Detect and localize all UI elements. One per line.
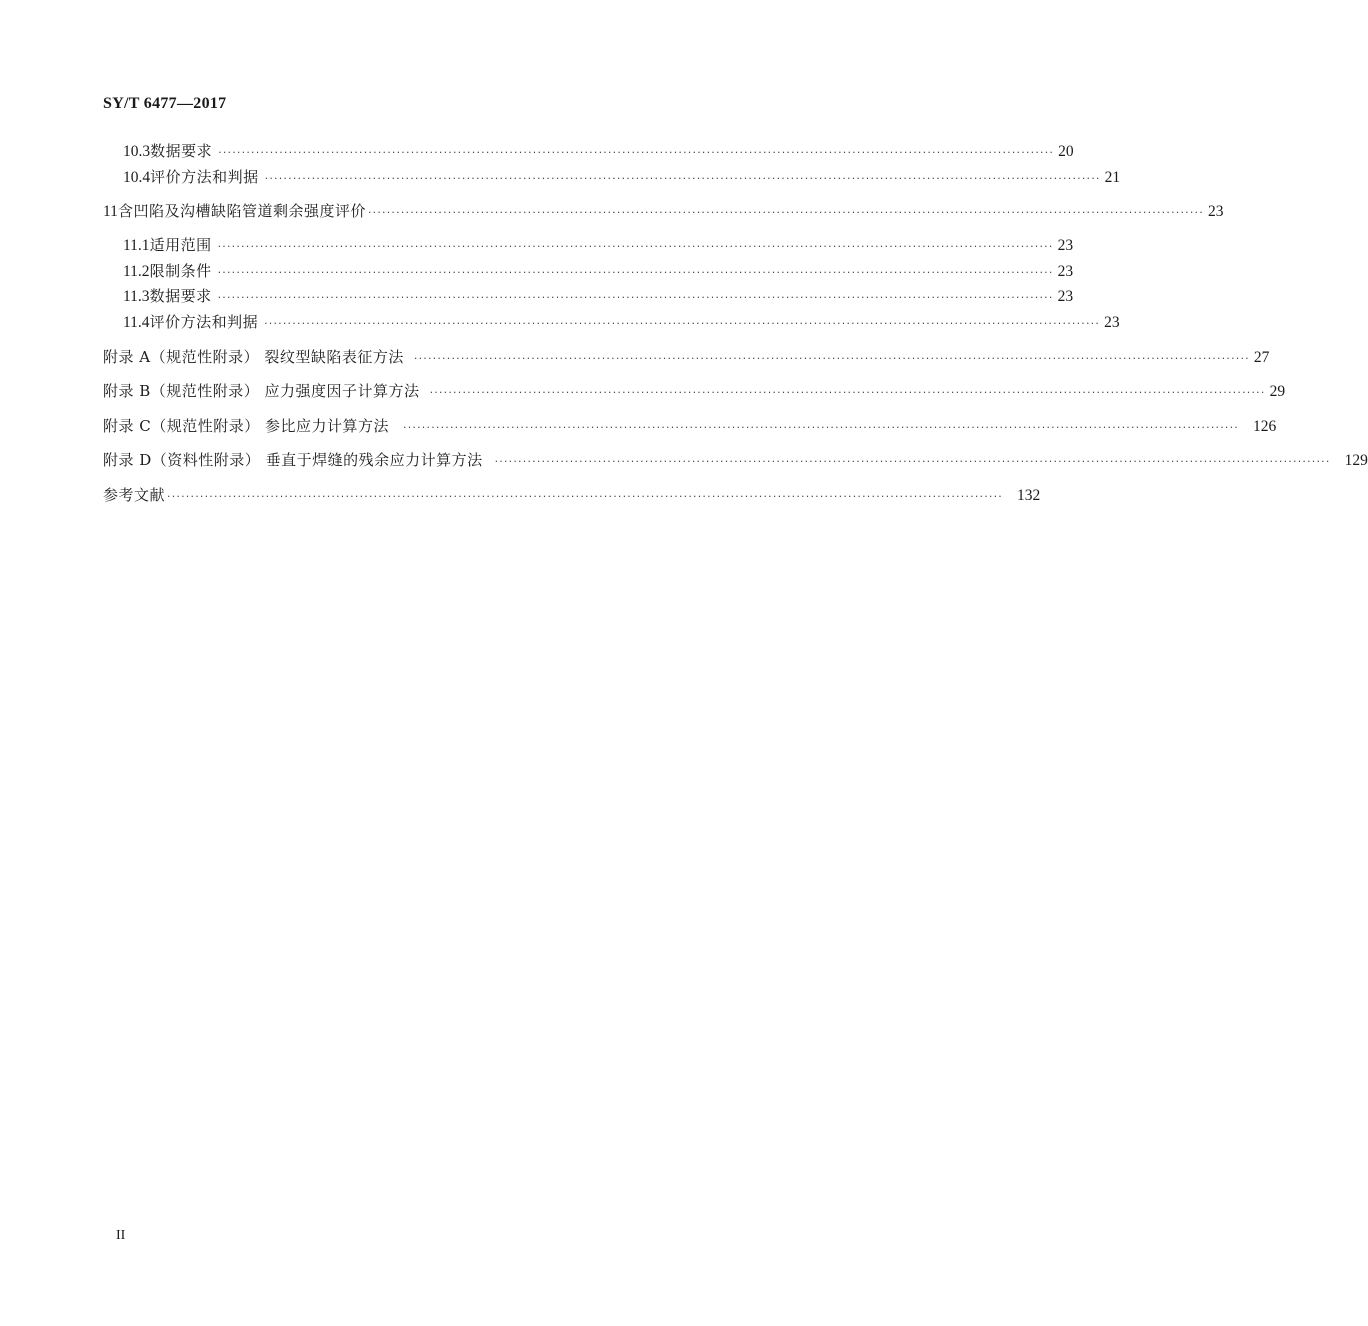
toc-entry-title: 附录 A（规范性附录） 裂纹型缺陷表征方法 — [103, 348, 404, 366]
toc-dot-leader: ·················································································································································································· — [403, 421, 1240, 434]
toc-entry-page: 27 — [1253, 349, 1270, 366]
toc-entry[interactable] — [123, 312, 1120, 334]
toc-dot-leader: ·················································································································································································· — [218, 146, 1055, 159]
toc-entry-number: 11.2 — [123, 263, 150, 280]
toc-entry-page: 23 — [1104, 314, 1120, 331]
toc-entry-number: 10.4 — [123, 169, 151, 186]
toc-entry-page: 23 — [1207, 203, 1224, 220]
toc-entry-number: 11 — [103, 203, 118, 220]
toc-entry[interactable] — [123, 141, 1074, 163]
toc-dot-leader: ·················································································································································································· — [264, 317, 1101, 330]
toc-entry-title: 适用范围 — [149, 236, 212, 254]
page-number: II — [116, 1228, 126, 1243]
toc-entry-page: 132 — [1017, 487, 1041, 504]
toc-entry[interactable] — [123, 286, 1074, 308]
toc-entry-appendix-a[interactable] — [103, 347, 1270, 369]
toc-dot-leader: ·················································································································································································· — [217, 291, 1054, 304]
toc-entry-title: 数据要求 — [149, 287, 212, 305]
toc-entry-title: 附录 D（资料性附录） 垂直于焊缝的残余应力计算方法 — [103, 451, 483, 469]
toc-entry-appendix-d[interactable] — [103, 450, 1368, 472]
toc-entry-page: 20 — [1058, 143, 1074, 160]
toc-entry-title: 参考文献 — [103, 486, 166, 504]
toc-dot-leader: ·················································································································································································· — [494, 455, 1331, 468]
toc-dot-leader: ·················································································································································································· — [429, 386, 1266, 399]
toc-entry-page: 129 — [1344, 452, 1368, 469]
toc-entry[interactable] — [123, 167, 1121, 189]
toc-entry-page: 21 — [1104, 169, 1121, 186]
toc-entry-page: 23 — [1057, 288, 1074, 305]
toc-entry-page: 29 — [1269, 383, 1286, 400]
toc-dot-leader: ·················································································································································································· — [264, 172, 1101, 185]
toc-entry-page: 126 — [1253, 418, 1277, 435]
toc-entry-title: 限制条件 — [149, 262, 212, 280]
toc-entry-number: 11.1 — [123, 237, 150, 254]
toc-entry-number: 11.4 — [123, 314, 150, 331]
toc-dot-leader: ·················································································································································································· — [367, 206, 1204, 219]
toc-entry-page: 23 — [1057, 263, 1074, 280]
toc-entry-references[interactable] — [103, 485, 1041, 507]
toc-entry-appendix-c[interactable] — [103, 416, 1277, 438]
toc-entry-page: 23 — [1057, 237, 1074, 254]
toc-entry[interactable] — [103, 201, 1224, 223]
toc-entry-title: 含凹陷及沟槽缺陷管道剩余强度评价 — [117, 202, 366, 220]
document-code: SY/T 6477—2017 — [103, 95, 227, 112]
toc-entry[interactable] — [123, 261, 1074, 283]
toc-entry-appendix-b[interactable] — [103, 381, 1286, 403]
toc-dot-leader: ·················································································································································································· — [167, 490, 1004, 503]
toc-entry-title: 评价方法和判据 — [150, 168, 259, 186]
toc-dot-leader: ·················································································································································································· — [217, 240, 1054, 253]
toc-entry-number: 10.3 — [123, 143, 151, 160]
toc-entry[interactable] — [123, 235, 1074, 257]
toc-dot-leader: ·················································································································································································· — [217, 266, 1054, 279]
toc-entry-title: 数据要求 — [150, 142, 213, 160]
toc-dot-leader: ·················································································································································································· — [413, 352, 1250, 365]
toc-entry-title: 附录 B（规范性附录） 应力强度因子计算方法 — [103, 382, 420, 400]
toc-entry-title: 评价方法和判据 — [149, 313, 259, 331]
toc-entry-number: 11.3 — [123, 288, 150, 305]
toc-entry-title: 附录 C（规范性附录） 参比应力计算方法 — [103, 417, 390, 435]
